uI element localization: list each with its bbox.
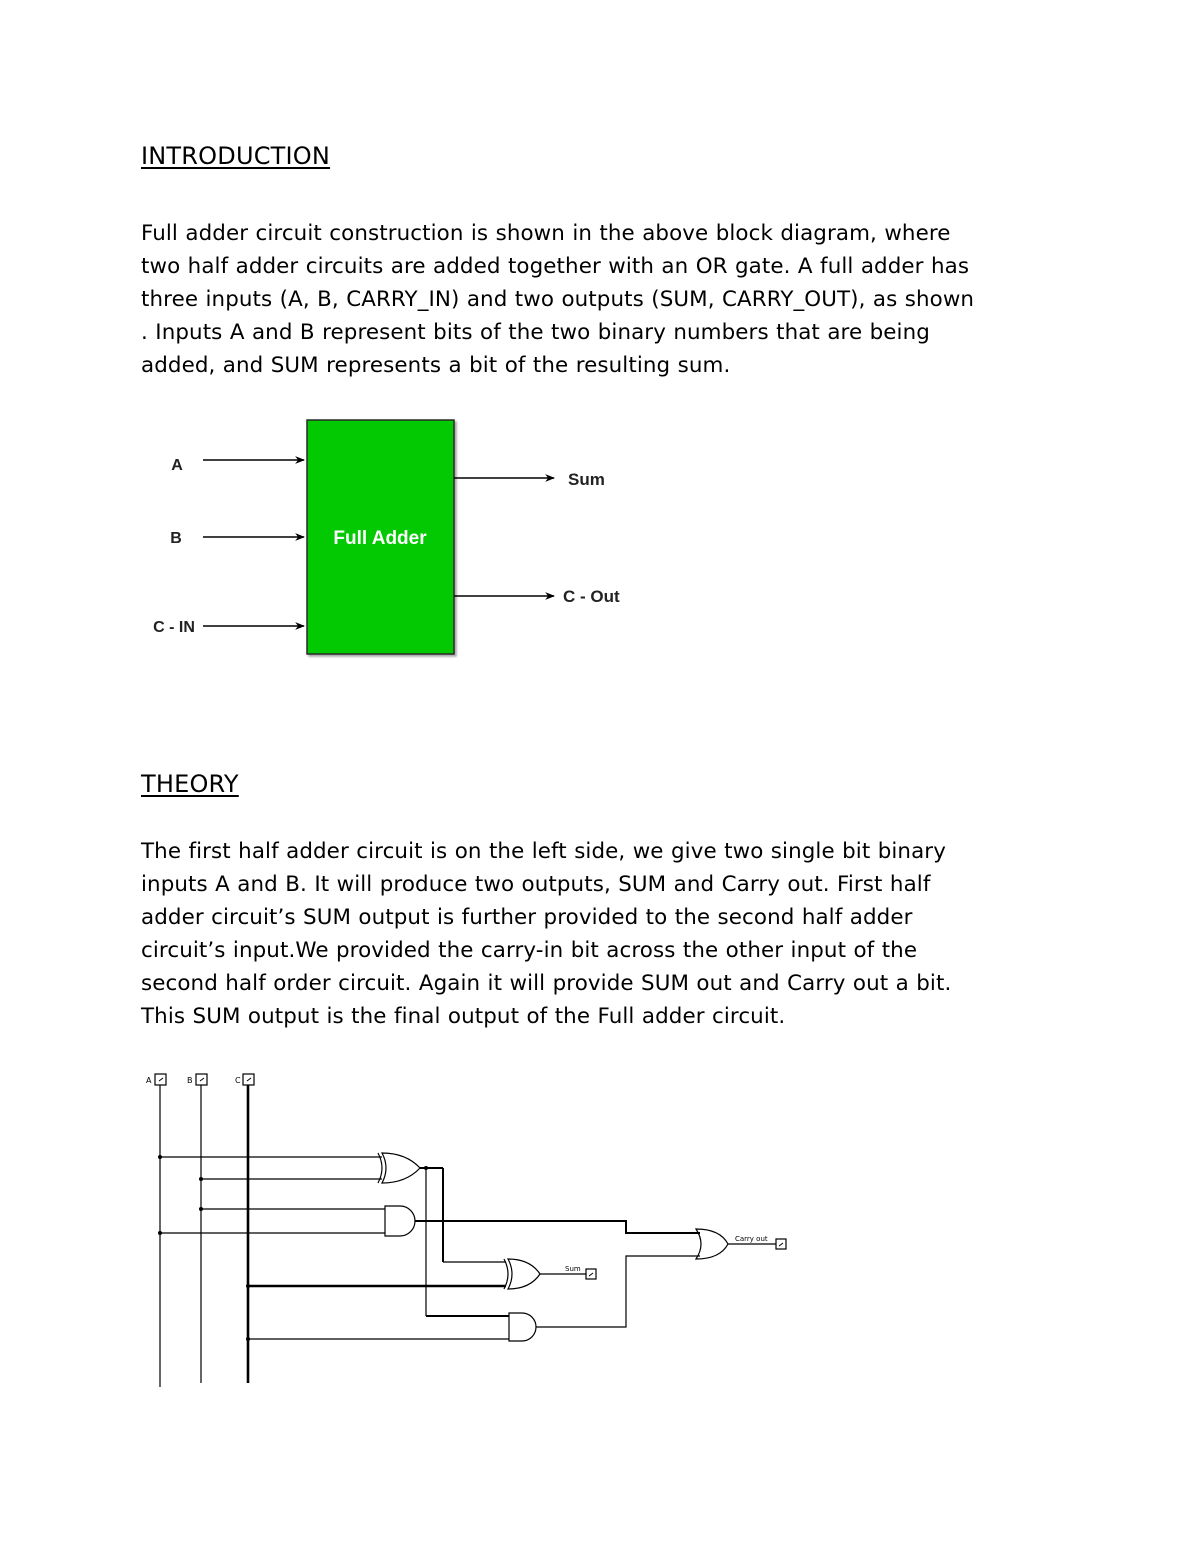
introduction-line: three inputs (A, B, CARRY_IN) and two outputs (SUM, CARRY_OUT), as shown bbox=[141, 287, 975, 312]
carry-out-tiny-label: Carry out bbox=[735, 1235, 768, 1243]
wire-and2-to-or bbox=[536, 1256, 700, 1327]
theory-line: adder circuit’s SUM output is further provided to the second half adder bbox=[141, 905, 913, 930]
full-adder-box-label: Full Adder bbox=[333, 528, 427, 549]
output-sum-label: Sum bbox=[568, 470, 605, 489]
wire-and1-to-or bbox=[415, 1221, 700, 1233]
input-b-tiny-label: B bbox=[187, 1076, 193, 1085]
input-a-label: A bbox=[171, 457, 183, 474]
theory-paragraph bbox=[141, 835, 1071, 1033]
sum-tiny-label: Sum bbox=[565, 1265, 581, 1273]
xor-gate-2-back bbox=[504, 1259, 508, 1289]
full-adder-block-diagram bbox=[0, 400, 700, 680]
input-b-label: B bbox=[170, 530, 182, 547]
junction-dot bbox=[424, 1166, 428, 1170]
xor-gate-2 bbox=[508, 1259, 540, 1289]
and-gate-2 bbox=[509, 1313, 536, 1341]
junction-dot bbox=[158, 1155, 162, 1159]
input-c-probe-mark bbox=[247, 1078, 251, 1081]
theory-heading: THEORY bbox=[141, 770, 239, 798]
input-cin-label: C - IN bbox=[153, 619, 195, 636]
introduction-line: Full adder circuit construction is shown in the above block diagram, where bbox=[141, 221, 951, 246]
theory-line: The first half adder circuit is on the left side, we give two single bit binary bbox=[141, 839, 946, 864]
theory-line: circuit’s input.We provided the carry-in bit across the other input of the bbox=[141, 938, 918, 963]
xor-gate-1 bbox=[382, 1153, 420, 1183]
full-adder-logic-circuit bbox=[0, 1060, 820, 1400]
input-a-probe-mark bbox=[159, 1078, 163, 1081]
theory-line: inputs A and B. It will produce two outputs, SUM and Carry out. First half bbox=[141, 872, 931, 897]
junction-dot bbox=[246, 1284, 250, 1288]
theory-line: second half order circuit. Again it will provide SUM out and Carry out a bit. bbox=[141, 971, 952, 996]
introduction-line: . Inputs A and B represent bits of the two binary numbers that are being bbox=[141, 320, 930, 345]
junction-dot bbox=[199, 1207, 203, 1211]
theory-line: This SUM output is the final output of the Full adder circuit. bbox=[141, 1004, 786, 1029]
sum-probe-mark bbox=[589, 1273, 593, 1276]
introduction-paragraph bbox=[141, 217, 1071, 382]
introduction-line: added, and SUM represents a bit of the resulting sum. bbox=[141, 353, 731, 378]
junction-dot bbox=[199, 1177, 203, 1181]
introduction-heading: INTRODUCTION bbox=[141, 142, 331, 170]
input-c-tiny-label: C bbox=[235, 1076, 241, 1085]
input-a-tiny-label: A bbox=[146, 1076, 152, 1085]
and-gate-1 bbox=[385, 1206, 415, 1236]
junction-dot bbox=[158, 1231, 162, 1235]
carry-out-probe-mark bbox=[779, 1243, 783, 1246]
or-gate bbox=[696, 1229, 728, 1259]
junction-dot bbox=[246, 1337, 250, 1341]
output-cout-label: C - Out bbox=[563, 587, 620, 606]
introduction-line: two half adder circuits are added together with an OR gate. A full adder has bbox=[141, 254, 970, 279]
input-b-probe-mark bbox=[200, 1078, 204, 1081]
